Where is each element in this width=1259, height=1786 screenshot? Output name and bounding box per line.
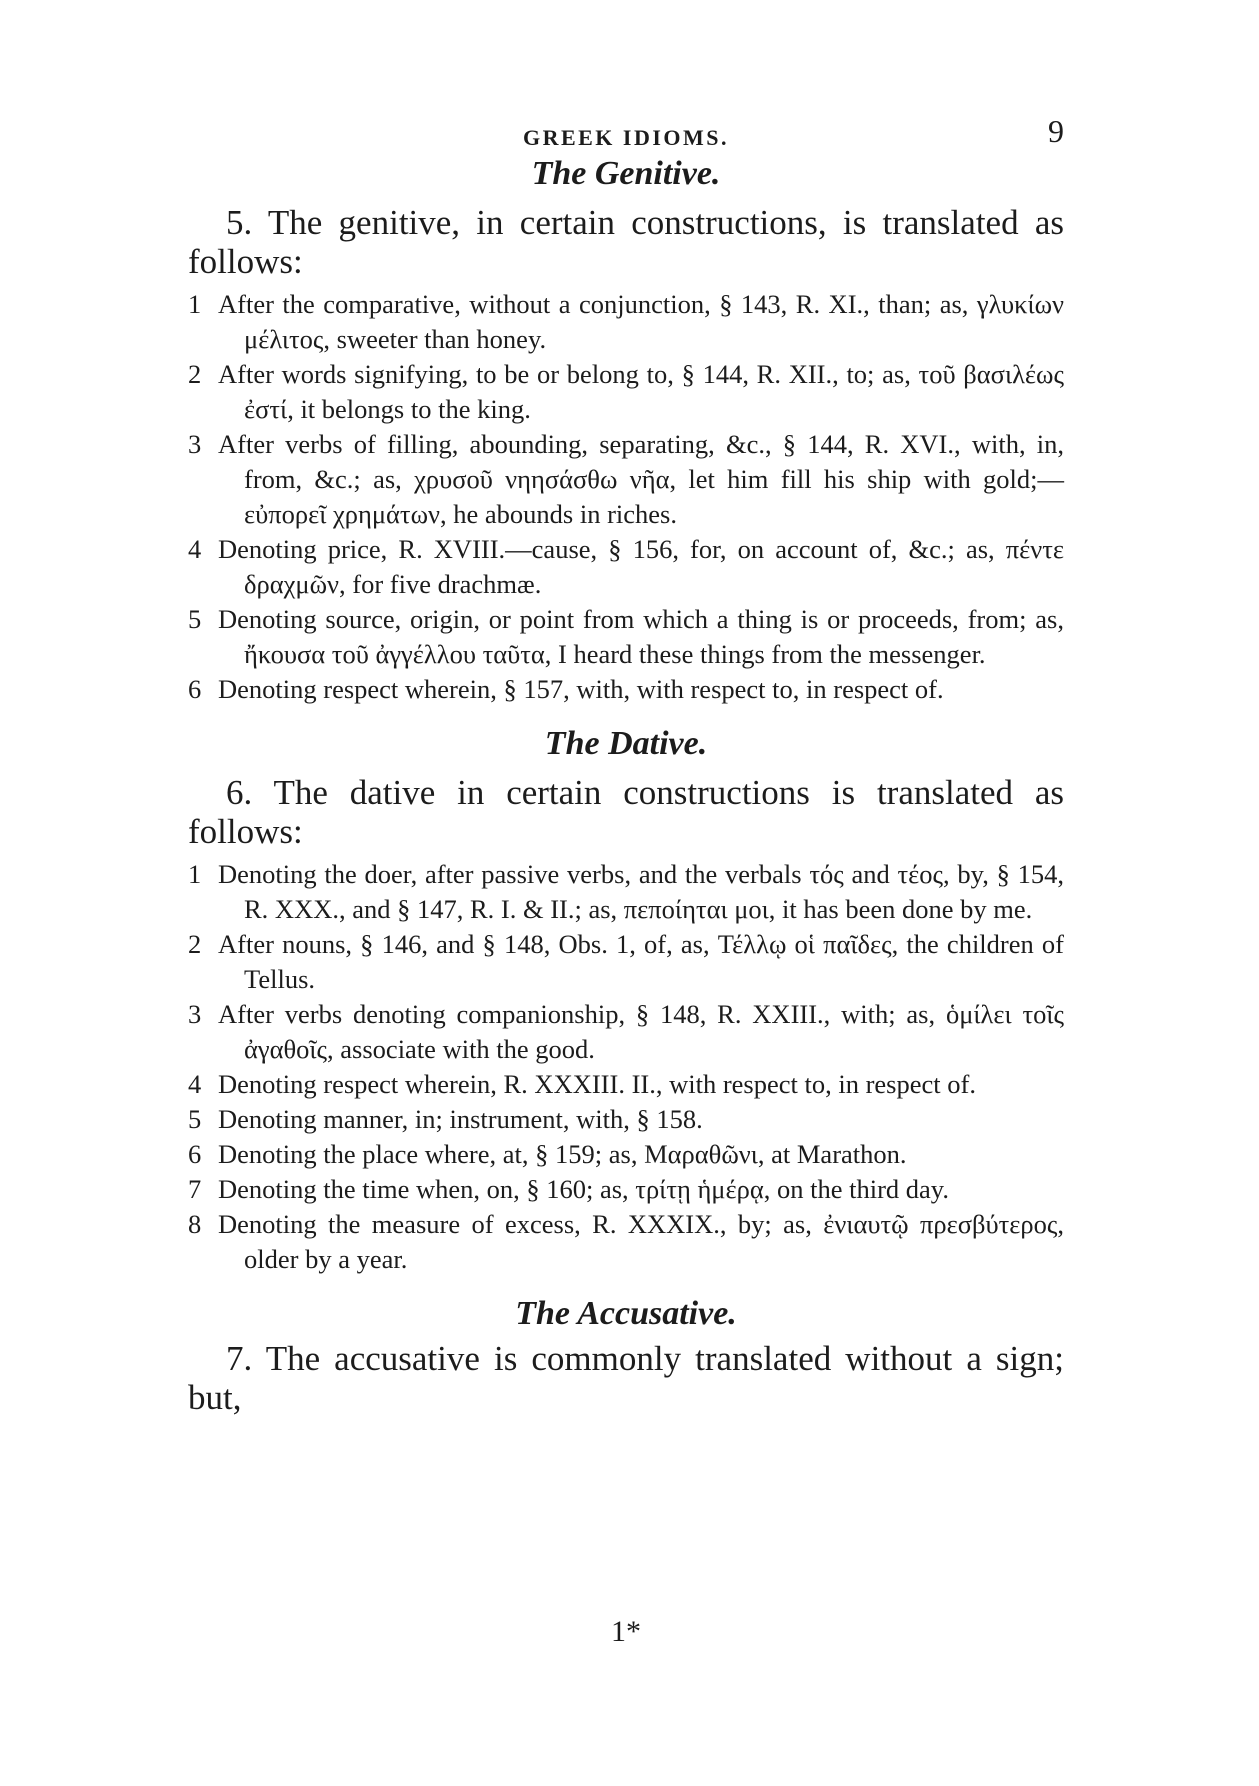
dative-rule-8: 8 Denoting the measure of excess, R. XXXIX., by; as, ἐνιαυτῷ πρεσβύτερος, older by a year. xyxy=(188,1209,1064,1274)
genitive-rule-1: 1 After the comparative, without a conjunction, § 143, R. XI., than; as, γλυκίων μέλιτος, sweeter than honey. xyxy=(188,289,1064,354)
genitive-rule-text: Denoting source, origin, or point from which a thing is or proceeds, from; as, ἤκουσα τοῦ ἀγγέλλου ταῦτα, I heard these things from the messenger. xyxy=(218,604,1064,669)
dative-rule-text: Denoting the doer, after passive verbs, and the verbals τός and τέος, by, § 154, R. XXX., and § 147, R. I. & II.; as, πεποίηται μοι, it has been done by me. xyxy=(218,859,1064,924)
dative-rule-text: Denoting manner, in; instrument, with, § 158. xyxy=(218,1104,703,1134)
genitive-heading: The Genitive. xyxy=(531,155,721,192)
accusative-intro: 7. The accusative is commonly translated without a sign; but, xyxy=(188,1339,1064,1417)
dative-rule-2: 2 After nouns, § 146, and § 148, Obs. 1, of, as, Τέλλῳ οἱ παῖδες, the children of Tellus. xyxy=(188,929,1064,994)
running-title: GREEK IDIOMS. xyxy=(522,125,730,150)
page-body xyxy=(188,95,1064,1648)
dative-rule-4: 4 Denoting respect wherein, R. XXXIII. II., with respect to, in respect of. xyxy=(188,1069,976,1099)
dative-rule-7: 7 Denoting the time when, on, § 160; as, τρίτῃ ἡμέρᾳ, on the third day. xyxy=(188,1174,949,1204)
genitive-rule-text: Denoting price, R. XVIII.—cause, § 156, for, on account of, &c.; as, πέντε δραχμῶν, for five drachmæ. xyxy=(218,534,1064,599)
genitive-rule-text: After words signifying, to be or belong to, § 144, R. XII., to; as, τοῦ βασιλέως ἐστί, it belongs to the king. xyxy=(218,359,1064,424)
dative-rule-text: Denoting the measure of excess, R. XXXIX., by; as, ἐνιαυτῷ πρεσβύτερος, older by a year. xyxy=(218,1209,1064,1274)
genitive-rule-text: Denoting respect wherein, § 157, with, with respect to, in respect of. xyxy=(218,674,944,704)
dative-rule-text: Denoting the place where, at, § 159; as, Μαραθῶνι, at Marathon. xyxy=(218,1139,907,1169)
dative-intro: 6. The dative in certain constructions is translated as follows: xyxy=(188,773,1064,851)
dative-rule-5: 5 Denoting manner, in; instrument, with, § 158. xyxy=(188,1104,703,1134)
genitive-rule-6: 6 Denoting respect wherein, § 157, with, with respect to, in respect of. xyxy=(188,674,944,704)
dative-rule-text: After verbs denoting companionship, § 148, R. XXIII., with; as, ὁμίλει τοῖς ἀγαθοῖς, associate with the good. xyxy=(218,999,1064,1064)
dative-rule-text: Denoting the time when, on, § 160; as, τρίτῃ ἡμέρᾳ, on the third day. xyxy=(218,1174,949,1204)
genitive-rule-3: 3 After verbs of filling, abounding, separating, &c., § 144, R. XVI., with, in, from, &c.; as, χρυσοῦ νηησάσθω νῆα, let him fill his ship with gold;— εὐπορεῖ χρημάτων, he abounds in riches. xyxy=(188,429,1064,529)
genitive-rule-5: 5 Denoting source, origin, or point from which a thing is or proceeds, from; as, ἤκουσα τοῦ ἀγγέλλου ταῦτα, I heard these things from the messenger. xyxy=(188,604,1064,669)
dative-rule-3: 3 After verbs denoting companionship, § 148, R. XXIII., with; as, ὁμίλει τοῖς ἀγαθοῖς, associate with the good. xyxy=(188,999,1064,1064)
dative-rule-text: After nouns, § 146, and § 148, Obs. 1, of, as, Τέλλῳ οἱ παῖδες, the children of Tellus. xyxy=(218,929,1064,994)
genitive-rule-text: After the comparative, without a conjunction, § 143, R. XI., than; as, γλυκίων μέλιτος, sweeter than honey. xyxy=(218,289,1064,354)
genitive-rule-2: 2 After words signifying, to be or belong to, § 144, R. XII., to; as, τοῦ βασιλέως ἐστί, it belongs to the king. xyxy=(188,359,1064,424)
accusative-heading: The Accusative. xyxy=(515,1295,737,1332)
genitive-rules xyxy=(188,287,1064,707)
dative-rule-6: 6 Denoting the place where, at, § 159; as, Μαραθῶνι, at Marathon. xyxy=(188,1139,907,1169)
page-number: 9 xyxy=(1048,113,1064,149)
dative-heading: The Dative. xyxy=(544,725,708,762)
dative-rules xyxy=(188,857,1064,1277)
signature-mark: 1* xyxy=(611,1615,641,1648)
running-head xyxy=(188,95,1064,150)
genitive-rule-4: 4 Denoting price, R. XVIII.—cause, § 156, for, on account of, &c.; as, πέντε δραχμῶν, for five drachmæ. xyxy=(188,534,1064,599)
dative-rule-text: Denoting respect wherein, R. XXXIII. II., with respect to, in respect of. xyxy=(218,1069,976,1099)
genitive-intro: 5. The genitive, in certain constructions, is translated as follows: xyxy=(188,203,1064,281)
dative-rule-1: 1 Denoting the doer, after passive verbs, and the verbals τός and τέος, by, § 154, R. XXX., and § 147, R. I. & II.; as, πεποίηται μοι, it has been done by me. xyxy=(188,859,1064,924)
genitive-rule-text: After verbs of filling, abounding, separating, &c., § 144, R. XVI., with, in, from, &c.; as, χρυσοῦ νηησάσθω νῆα, let him fill his ship with gold;— εὐπορεῖ χρημάτων, he abounds in riches. xyxy=(218,429,1064,529)
